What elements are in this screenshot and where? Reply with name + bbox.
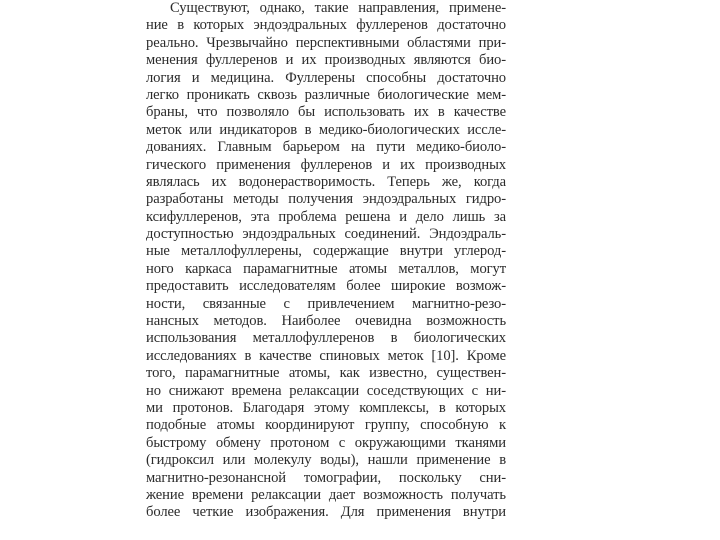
text-line: предоставить исследователям более широкие возмож- (146, 278, 506, 295)
text-line: исследованиях в качестве спиновых меток [10]. Кроме (146, 347, 506, 364)
text-line: ксифуллеренов, эта проблема решена и дело лишь за (146, 208, 506, 225)
text-line: ние в которых эндоэдральных фуллеренов достаточно (146, 17, 506, 34)
text-line: меток или индикаторов в медико-биологических иссле- (146, 121, 506, 138)
text-line: Существуют, однако, такие направления, примене- (170, 0, 506, 16)
text-line: магнитно-резонансной томографии, поскольку сни- (146, 469, 506, 486)
text-line: гического применения фуллеренов и их производных (146, 156, 506, 173)
text-line: быстрому обмену протоном с окружающими тканями (146, 434, 506, 451)
text-line: жение времени релаксации дает возможность получать (146, 486, 506, 503)
text-line: ности, связанные с привлечением магнитно-резо- (146, 295, 506, 312)
text-line: подобные атомы координируют группу, способную к (146, 417, 506, 434)
text-line: доступностью эндоэдральных соединений. Эндоэдраль- (146, 226, 506, 243)
text-line: менения фуллеренов и их производных являются био- (146, 52, 506, 69)
text-line: ные металлофуллерены, содержащие внутри углерод- (146, 243, 506, 260)
body-text (146, 0, 506, 522)
text-line: (гидроксил или молекулу воды), нашли применение в (146, 452, 506, 469)
text-line: легко проникать сквозь различные биологические мем- (146, 86, 506, 103)
text-line: но снижают времена релаксации соседствующих с ни- (146, 382, 506, 399)
text-line: браны, что позволяло бы использовать их в качестве (146, 104, 506, 121)
text-line: являлась их водонерастворимость. Теперь же, когда (146, 173, 506, 190)
text-line: ного каркаса парамагнитные атомы металлов, могут (146, 260, 506, 277)
text-line: разработаны методы получения эндоэдральных гидро- (146, 191, 506, 208)
text-line: дованиях. Главным барьером на пути медико-биоло- (146, 139, 506, 156)
text-line: более четкие изображения. Для применения внутри (146, 504, 506, 521)
text-line: реально. Чрезвычайно перспективными областями при- (146, 34, 506, 51)
text-line: ми протонов. Благодаря этому комплексы, в которых (146, 399, 506, 416)
text-line: логия и медицина. Фуллерены способны достаточно (146, 69, 506, 86)
text-line: нансных методов. Наиболее очевидна возможность (146, 313, 506, 330)
text-line: того, парамагнитные атомы, как известно, существен- (146, 365, 506, 382)
text-line: использования металлофуллеренов в биологических (146, 330, 506, 347)
